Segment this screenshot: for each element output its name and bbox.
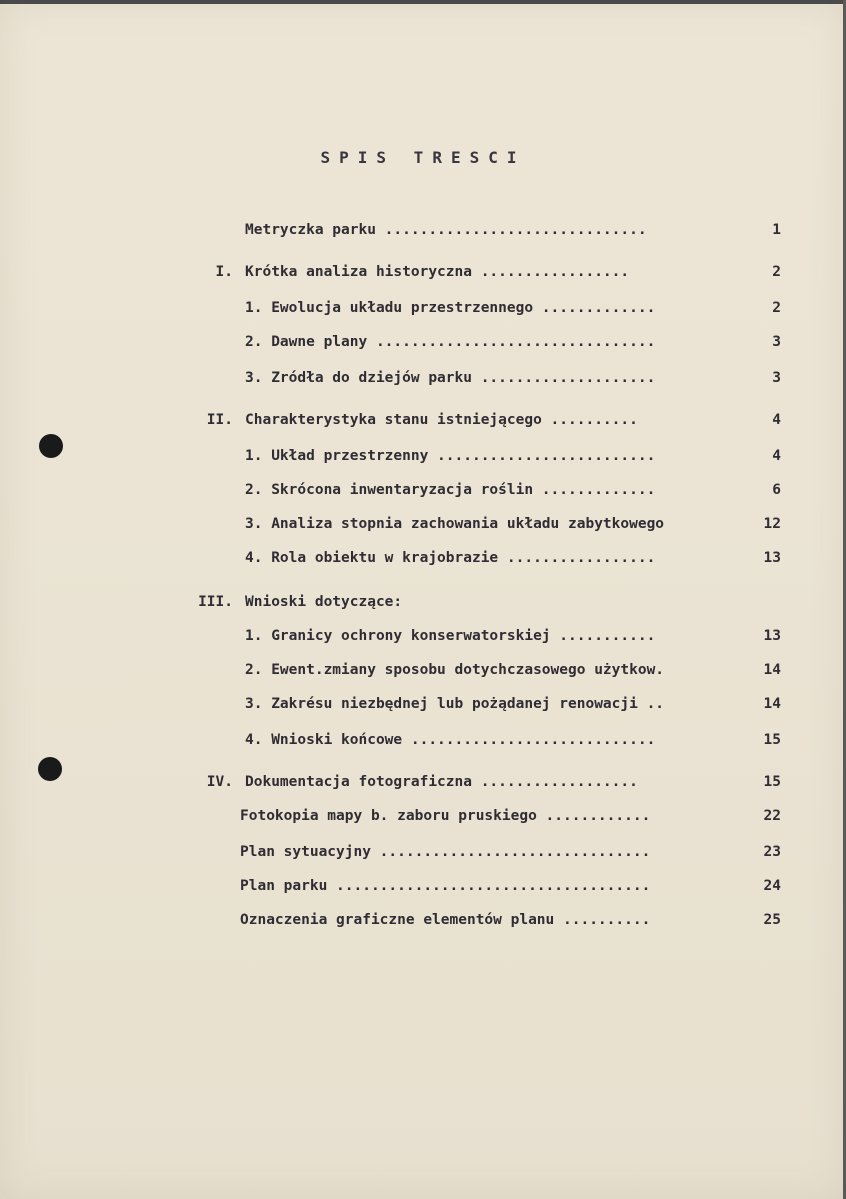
toc-section-number: II. (206, 412, 233, 428)
toc-entry-label: Plan sytuacyjny ............................... (240, 844, 651, 860)
scan-edge-top (0, 0, 846, 4)
toc-entry (0, 264, 846, 288)
toc-page-number: 15 (763, 774, 781, 790)
toc-page-number: 3 (772, 370, 781, 386)
toc-page-number: 4 (772, 448, 781, 464)
toc-page-number: 2 (772, 300, 781, 316)
toc-page-number: 23 (763, 844, 781, 860)
toc-entry (0, 412, 846, 436)
toc-entry (0, 878, 846, 902)
toc-entry (0, 696, 846, 720)
toc-page-number: 14 (763, 662, 781, 678)
toc-page-number: 6 (772, 482, 781, 498)
toc-section-number: I. (215, 264, 233, 280)
toc-page-number: 24 (763, 878, 781, 894)
toc-page-number: 2 (772, 264, 781, 280)
toc-entry (0, 448, 846, 472)
toc-entry-label: 1. Układ przestrzenny ......................... (245, 448, 656, 464)
toc-entry-label: Oznaczenia graficzne elementów planu .......... (240, 912, 651, 928)
toc-entry (0, 482, 846, 506)
toc-entry (0, 912, 846, 936)
toc-entry-label: 3. Zródła do dziejów parku .................... (245, 370, 656, 386)
toc-section-number: III. (198, 594, 233, 610)
toc-entry-label: 3. Zakrésu niezbędnej lub pożądanej renowacji .. (245, 696, 665, 712)
toc-entry (0, 844, 846, 868)
toc-entry (0, 516, 846, 540)
toc-entry (0, 334, 846, 358)
toc-entry-label: Fotokopia mapy b. zaboru pruskiego ............ (240, 808, 651, 824)
toc-page-number: 13 (763, 628, 781, 644)
toc-entry-label: 1. Granicy ochrony konserwatorskiej ........... (245, 628, 656, 644)
toc-entry-label: 4. Rola obiektu w krajobrazie ................. (245, 550, 656, 566)
toc-entry-label: 2. Skrócona inwentaryzacja roślin ............. (245, 482, 656, 498)
toc-entry-label: Charakterystyka stanu istniejącego .......... (245, 412, 638, 428)
toc-entry-label: 1. Ewolucja układu przestrzennego ............. (245, 300, 656, 316)
toc-entry-label: Krótka analiza historyczna ................. (245, 264, 630, 280)
toc-page-number: 15 (763, 732, 781, 748)
toc-page-number: 14 (763, 696, 781, 712)
page-title: SPIS TRESCI (320, 148, 526, 167)
toc-entry-label: 2. Ewent.zmiany sposobu dotychczasowego użytkow. (245, 662, 665, 678)
toc-entry (0, 774, 846, 798)
toc-entry (0, 594, 846, 618)
toc-page-number: 22 (763, 808, 781, 824)
toc-page-number: 12 (763, 516, 781, 532)
toc-page-number: 13 (763, 550, 781, 566)
toc-entry (0, 300, 846, 324)
toc-entry (0, 370, 846, 394)
toc-entry-label: 2. Dawne plany ................................ (245, 334, 656, 350)
toc-entry (0, 732, 846, 756)
toc-entry-label: Wnioski dotyczące: (245, 594, 403, 610)
toc-page-number: 25 (763, 912, 781, 928)
toc-page-number: 3 (772, 334, 781, 350)
toc-entry-label: Plan parku .................................... (240, 878, 651, 894)
toc-entry (0, 628, 846, 652)
toc-entry-label: Dokumentacja fotograficzna .................. (245, 774, 638, 790)
toc-entry (0, 662, 846, 686)
toc-entry (0, 550, 846, 574)
toc-entry-label: Metryczka parku .............................. (245, 222, 647, 238)
toc-entry-label: 4. Wnioski końcowe ............................ (245, 732, 656, 748)
toc-entry (0, 222, 846, 246)
toc-section-number: IV. (206, 774, 233, 790)
toc-entry (0, 808, 846, 832)
toc-page-number: 4 (772, 412, 781, 428)
toc-page-number: 1 (772, 222, 781, 238)
toc-entry-label: 3. Analiza stopnia zachowania układu zabytkowego (245, 516, 665, 532)
